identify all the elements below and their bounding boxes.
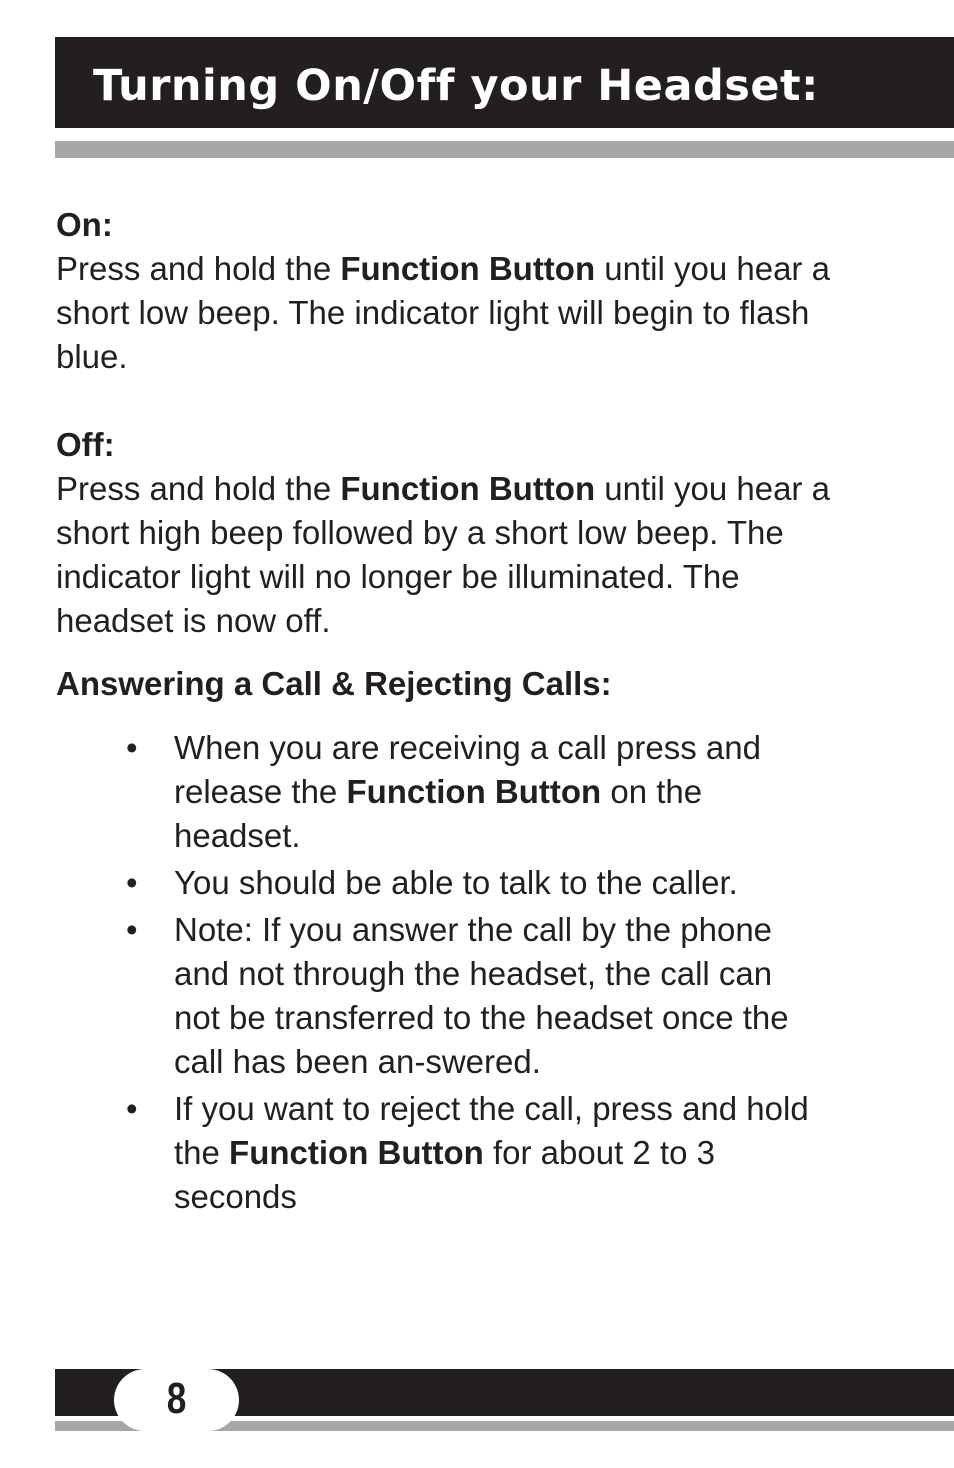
bullet-bold-text: Function Button bbox=[346, 773, 602, 810]
off-section bbox=[56, 423, 856, 643]
page-content bbox=[56, 203, 856, 1222]
off-text-after: until you hear a short high beep followed by a short low beep. The indicator light will no longer be illuminated. The headset is now off. bbox=[56, 470, 830, 639]
bullet-text-after: on the headset. bbox=[174, 773, 703, 854]
page-title: Turning On/Off your Headset: bbox=[93, 61, 819, 111]
list-item bbox=[56, 726, 824, 858]
on-section bbox=[56, 203, 856, 379]
list-item bbox=[56, 861, 824, 905]
page-number: 8 bbox=[166, 1374, 187, 1423]
off-function-button-label: Function Button bbox=[340, 470, 596, 507]
off-text-before: Press and hold the bbox=[56, 470, 341, 507]
off-heading-text: Off bbox=[56, 426, 104, 463]
calls-heading-colon: : bbox=[600, 665, 612, 702]
list-item bbox=[56, 908, 824, 1084]
bullet-text: If you want to reject the call, press and hold the bbox=[174, 1090, 809, 1171]
calls-section bbox=[56, 662, 856, 1219]
bullet-bold-text: Function Button bbox=[229, 1134, 484, 1171]
on-text-before: Press and hold the bbox=[56, 250, 341, 287]
on-function-button-label: Function Button bbox=[340, 250, 596, 287]
list-item bbox=[56, 1087, 824, 1219]
bullet-text-after: for about 2 to 3 seconds bbox=[174, 1134, 715, 1215]
off-heading-colon: : bbox=[103, 426, 115, 463]
off-heading bbox=[56, 423, 856, 467]
calls-heading-text: Answering a Call & Rejecting Calls bbox=[56, 665, 601, 702]
on-text-after: until you hear a short low beep. The indicator light will begin to flash blue. bbox=[56, 250, 830, 375]
calls-heading bbox=[56, 662, 856, 706]
bullet-icon: • bbox=[126, 729, 138, 766]
bullet-icon: • bbox=[126, 911, 138, 948]
on-instructions bbox=[56, 247, 856, 379]
on-heading bbox=[56, 203, 856, 247]
calls-bullet-list bbox=[56, 726, 856, 1219]
off-instructions bbox=[56, 467, 856, 643]
bullet-text: You should be able to talk to the caller. bbox=[174, 864, 738, 901]
header-divider bbox=[55, 141, 954, 158]
on-heading-text: On bbox=[56, 206, 102, 243]
on-heading-colon: : bbox=[101, 206, 113, 243]
bullet-text: Note: If you answer the call by the phone and not through the headset, the call can not be transferred to the headset once the call has been an-swered. bbox=[174, 911, 789, 1080]
bullet-text: When you are receiving a call press and release the bbox=[174, 729, 761, 810]
bullet-icon: • bbox=[126, 1090, 138, 1127]
bullet-icon: • bbox=[126, 864, 138, 901]
